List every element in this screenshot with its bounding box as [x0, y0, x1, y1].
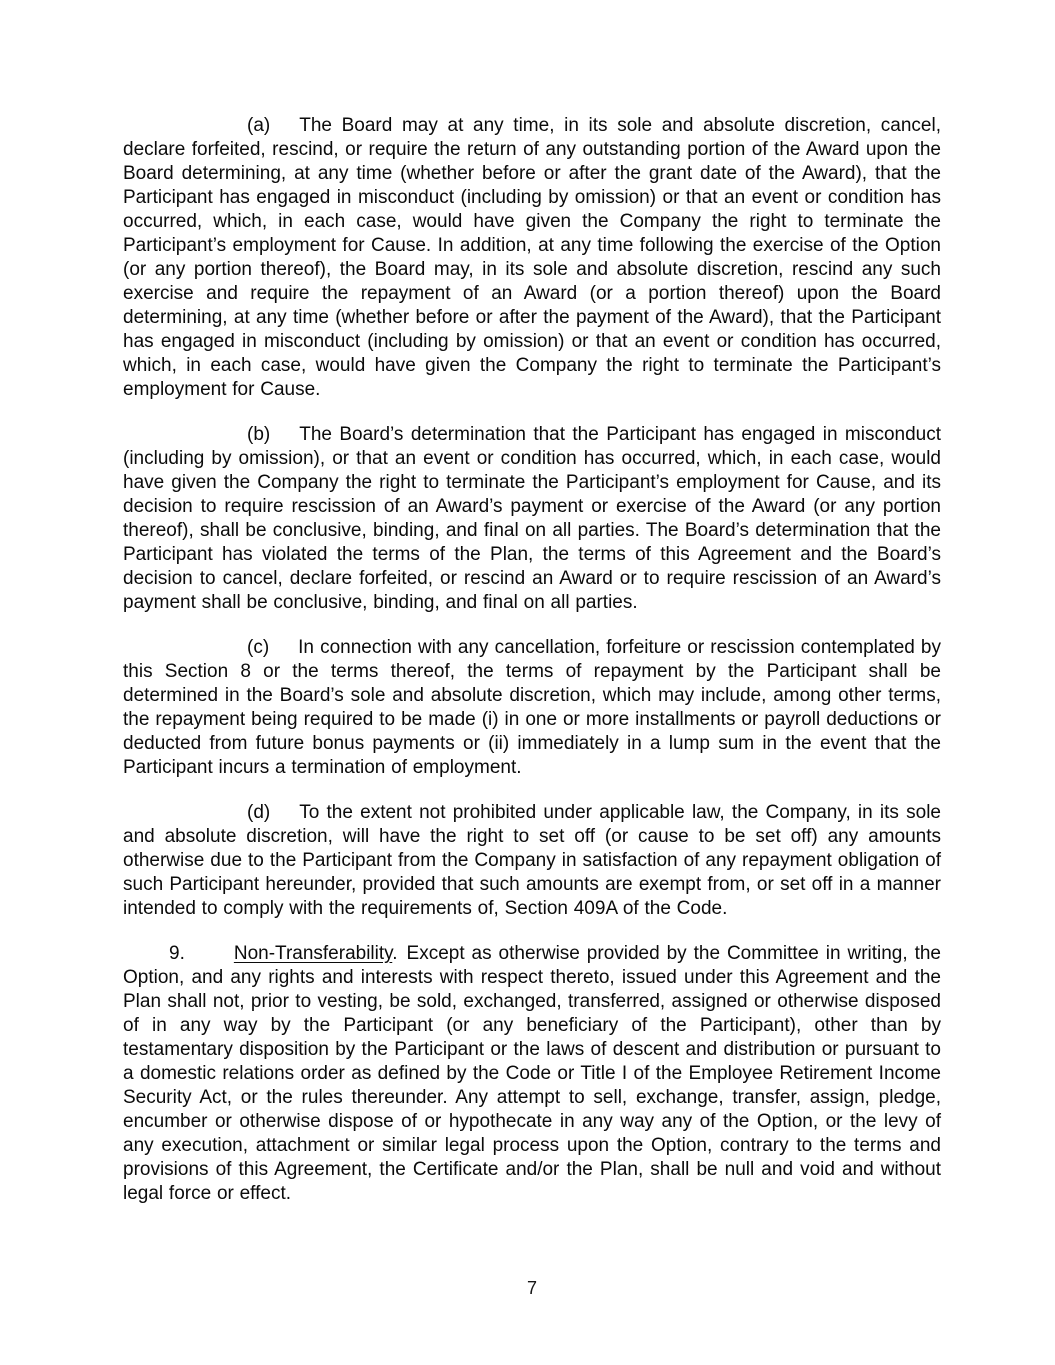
- paragraph-d-text: To the extent not prohibited under applicable law, the Company, in its sole and absolute discretion, will have the right to set off (or cause to be set off) any amounts otherwise due to the Participant from the Company in satisfaction of any repayment obligation of such Participant hereunder, provided that such amounts are exempt from, or set off in a manner intended to comply with the requirements of, Section 409A of the Code.: [123, 802, 941, 919]
- paragraph-c-text: In connection with any cancellation, forfeiture or rescission contemplated by this Section 8 or the terms thereof, the terms of repayment by the Participant shall be determined in the Board’s sole and absolute discretion, which may include, among other terms, the repayment being required to be made (i) in one or more installments or payroll deductions or deducted from future bonus payments or (ii) immediately in a lump sum in the event that the Participant incurs a termination of employment.: [123, 637, 941, 778]
- document-body: [123, 114, 941, 1206]
- paragraph-a-text: The Board may at any time, in its sole and absolute discretion, cancel, declare forfeited, rescind, or require the return of any outstanding portion of the Award upon the Board determining, at any time (whether before or after the grant date of the Award), that the Participant has engaged in misconduct (including by omission) or that an event or condition has occurred, which, in each case, would have given the Company the right to terminate the Participant’s employment for Cause. In addition, at any time following the exercise of the Option (or any portion thereof), the Board may, in its sole and absolute discretion, rescind any such exercise and require the repayment of an Award (or a portion thereof) upon the Board determining, at any time (whether before or after the payment of the Award), that the Participant has engaged in misconduct (including by omission) or that an event or condition has occurred, which, in each case, would have given the Company the right to terminate the Participant’s employment for Cause.: [123, 115, 941, 400]
- section-9-title-punctuation: .: [392, 943, 398, 964]
- paragraph-a: [123, 114, 941, 402]
- section-9-number: 9.: [169, 943, 185, 964]
- paragraph-b: [123, 423, 941, 615]
- section-9-title: Non-Transferability: [233, 943, 393, 964]
- page-number: 7: [526, 1278, 537, 1298]
- paragraph-d: [123, 801, 941, 921]
- paragraph-b-text: The Board’s determination that the Participant has engaged in misconduct (including by omission), or that an event or condition has occurred, which, in each case, would have given the Company the right to terminate the Participant’s employment for Cause, and its decision to require rescission of an Award’s payment or exercise of the Award (or any portion thereof), shall be conclusive, binding, and final on all parties. The Board’s determination that the Participant has violated the terms of the Plan, the terms of this Agreement and the Board’s decision to cancel, declare forfeited, or rescind an Award or to require rescission of an Award’s payment shall be conclusive, binding, and final on all parties.: [123, 424, 941, 613]
- paragraph-c: [123, 636, 941, 780]
- paragraph-d-label: (d): [247, 802, 271, 823]
- section-9-paragraph: [123, 942, 941, 1206]
- paragraph-b-label: (b): [247, 424, 271, 445]
- section-9-text: Except as otherwise provided by the Committee in writing, the Option, and any rights and interests with respect thereto, issued under this Agreement and the Plan shall not, prior to vesting, be sold, exchanged, transferred, assigned or otherwise disposed of in any way by the Participant (or any beneficiary of the Participant), other than by testamentary disposition by the Participant or the laws of descent and distribution or pursuant to a domestic relations order as defined by the Code or Title I of the Employee Retirement Income Security Act, or the rules thereunder. Any attempt to sell, exchange, transfer, assign, pledge, encumber or otherwise dispose of or hypothecate in any way any of the Option, or the levy of any execution, attachment or similar legal process upon the Option, contrary to the terms and provisions of this Agreement, the Certificate and/or the Plan, shall be null and void and without legal force or effect.: [123, 943, 941, 1204]
- paragraph-c-label: (c): [247, 637, 270, 658]
- paragraph-a-label: (a): [247, 115, 271, 136]
